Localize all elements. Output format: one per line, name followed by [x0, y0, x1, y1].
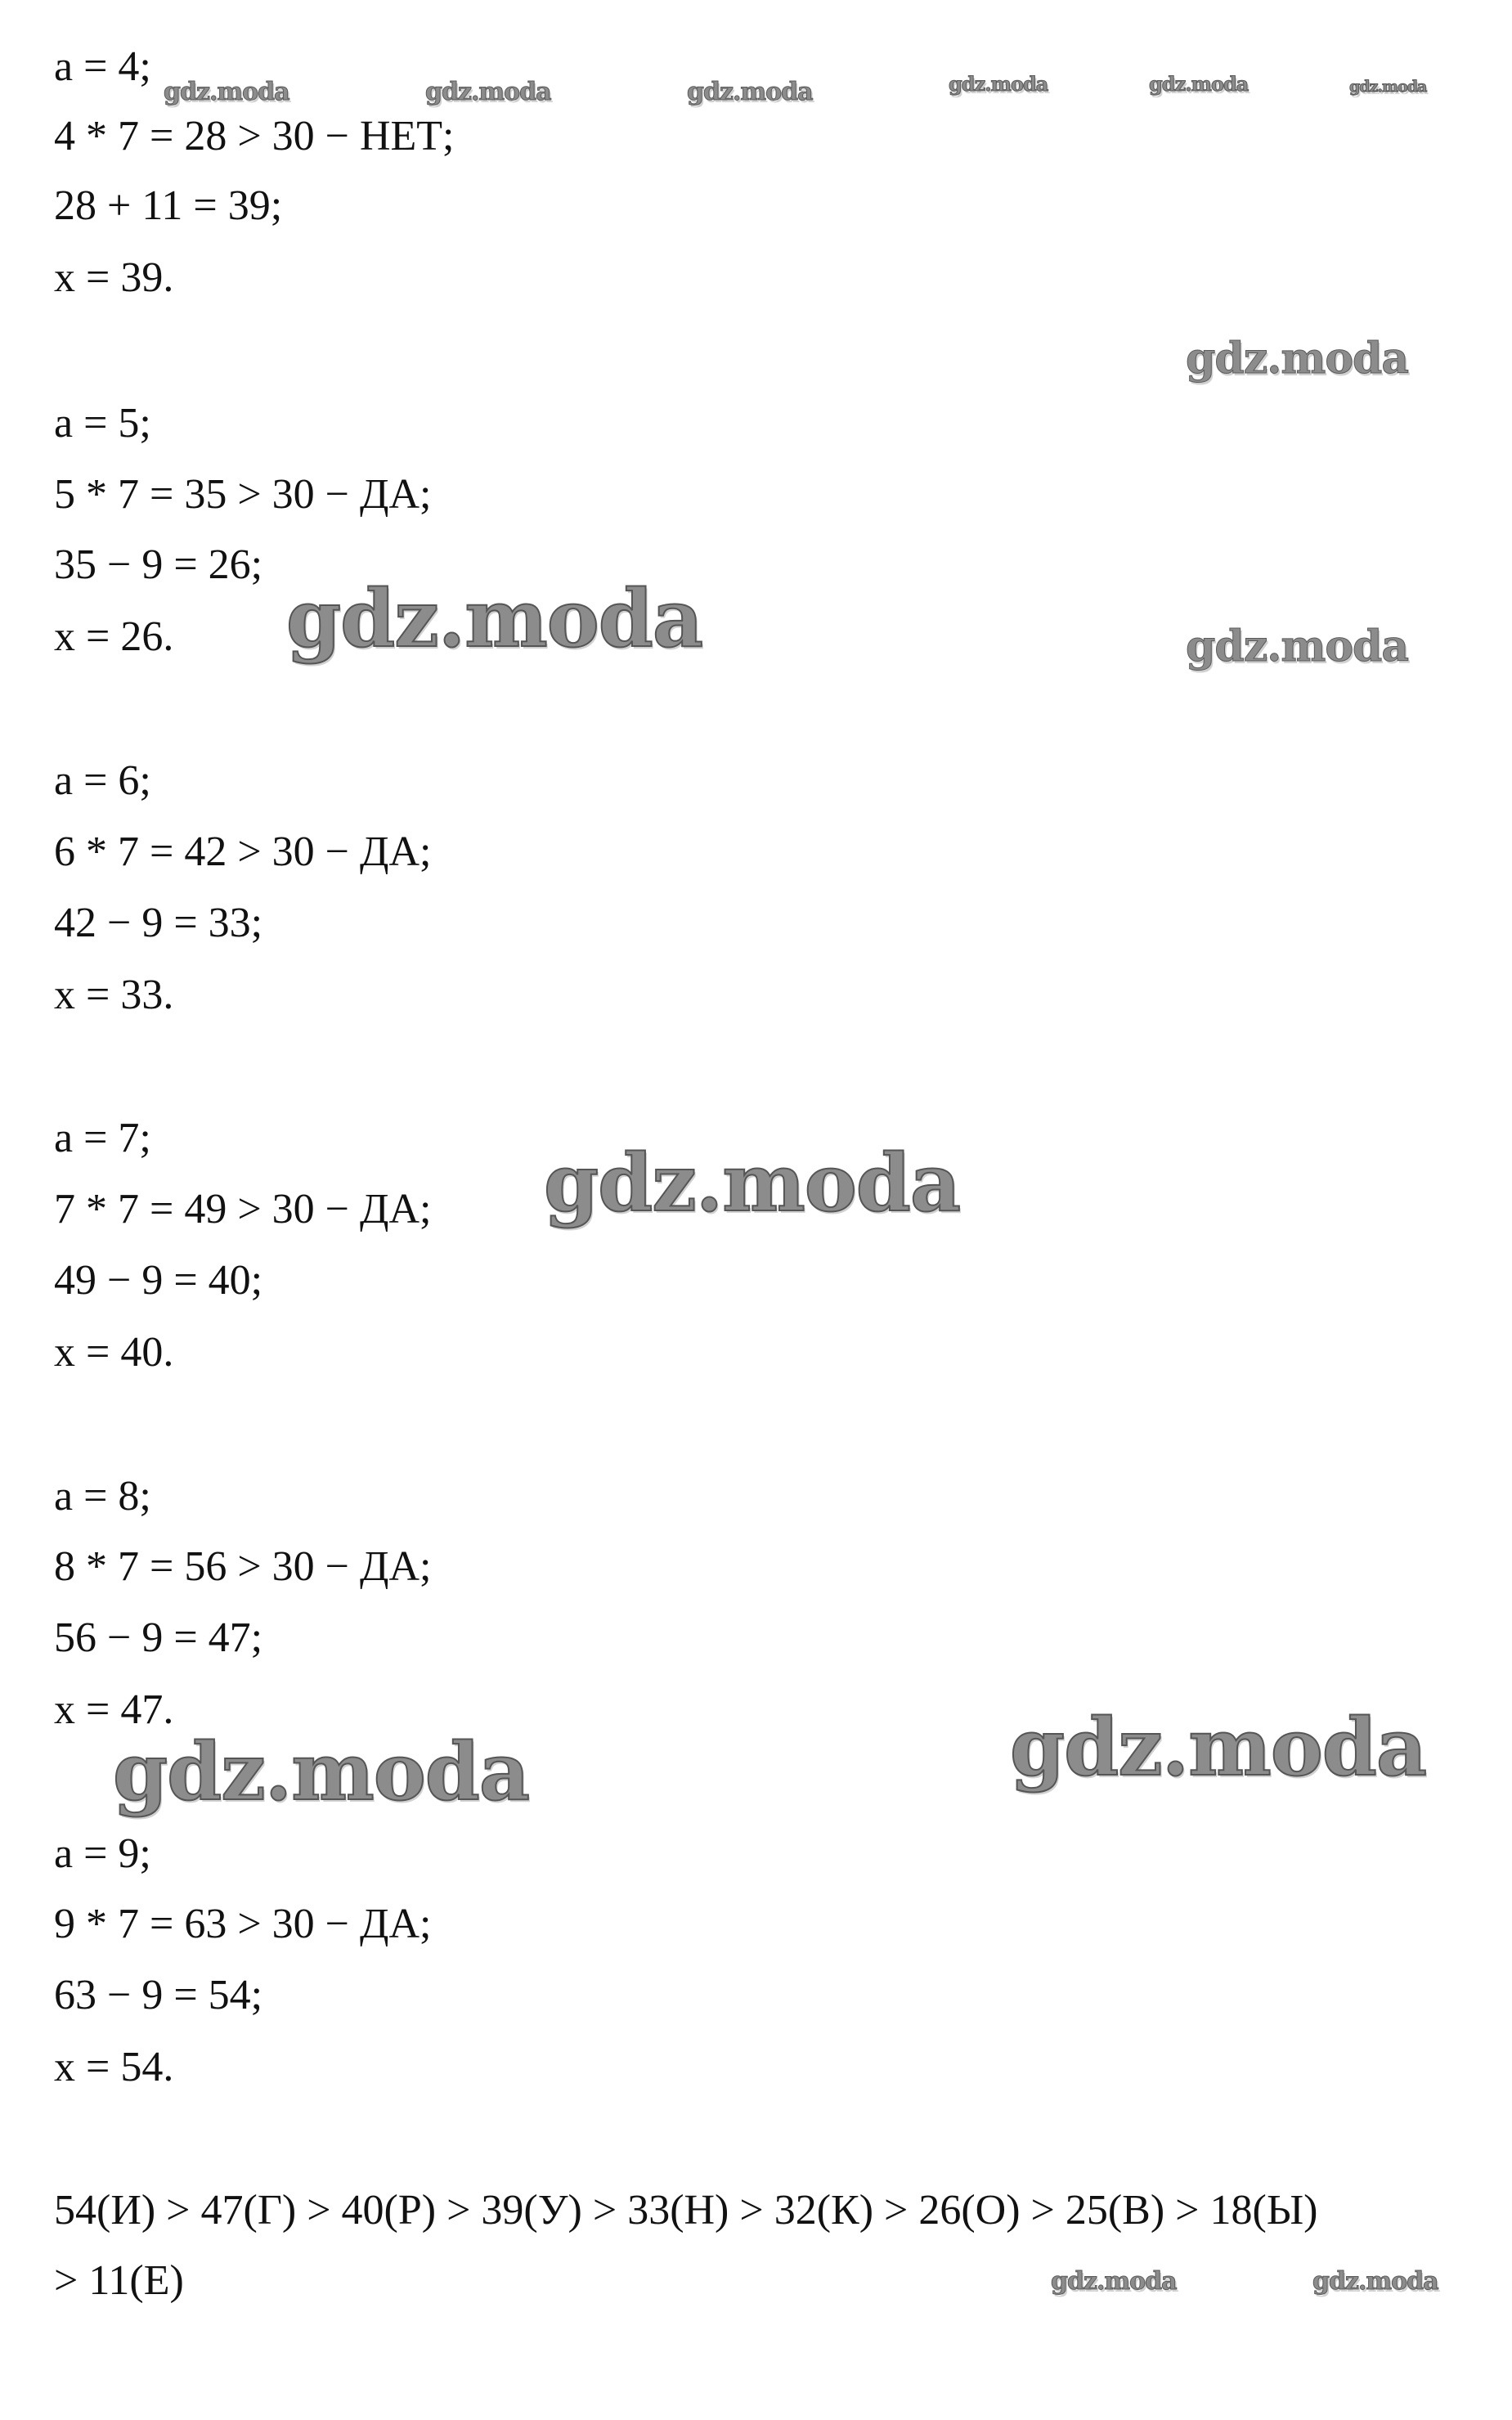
watermark: gdz.moda	[949, 72, 1048, 96]
watermark: gdz.moda	[687, 78, 813, 106]
watermark: gdz.moda	[286, 572, 703, 665]
text-line: a = 5;	[54, 400, 151, 447]
text-line: 8 * 7 = 56 > 30 − ДА;	[54, 1543, 432, 1590]
text-line: 63 − 9 = 54;	[54, 1972, 263, 2018]
watermark: gdz.moda	[1149, 72, 1249, 96]
text-line: 6 * 7 = 42 > 30 − ДА;	[54, 828, 432, 875]
text-line: 56 − 9 = 47;	[54, 1614, 263, 1661]
watermark: gdz.moda	[1186, 622, 1409, 671]
text-line: x = 26.	[54, 613, 174, 660]
text-line: x = 47.	[54, 1686, 174, 1733]
watermark: gdz.moda	[1186, 334, 1409, 384]
watermark: gdz.moda	[1312, 2267, 1438, 2296]
watermark: gdz.moda	[544, 1137, 961, 1229]
final-ordering-line-1: 54(И) > 47(Г) > 40(Р) > 39(У) > 33(Н) > 32(К) > 26(О) > 25(В) > 18(Ы)	[54, 2187, 1318, 2234]
final-ordering-line-2: > 11(Е)	[54, 2257, 184, 2304]
text-line: 5 * 7 = 35 > 30 − ДА;	[54, 471, 432, 518]
text-line: x = 33.	[54, 972, 174, 1018]
watermark: gdz.moda	[1051, 2267, 1177, 2296]
watermark: gdz.moda	[164, 78, 289, 106]
watermark: gdz.moda	[1349, 78, 1427, 96]
text-line: x = 40.	[54, 1329, 174, 1376]
text-line: 4 * 7 = 28 > 30 − НЕТ;	[54, 113, 455, 159]
text-line: x = 39.	[54, 254, 174, 301]
text-line: 9 * 7 = 63 > 30 − ДА;	[54, 1901, 432, 1947]
watermark: gdz.moda	[425, 78, 551, 106]
watermark: gdz.moda	[113, 1726, 530, 1818]
text-line: a = 4;	[54, 43, 151, 90]
text-line: 49 − 9 = 40;	[54, 1257, 263, 1304]
text-line: a = 6;	[54, 757, 151, 804]
text-line: a = 8;	[54, 1473, 151, 1520]
text-line: x = 54.	[54, 2044, 174, 2090]
text-line: 7 * 7 = 49 > 30 − ДА;	[54, 1186, 432, 1232]
text-line: 28 + 11 = 39;	[54, 182, 283, 229]
text-line: 42 − 9 = 33;	[54, 900, 263, 946]
text-line: 35 − 9 = 26;	[54, 541, 263, 588]
text-line: a = 7;	[54, 1115, 151, 1161]
watermark: gdz.moda	[1010, 1701, 1427, 1794]
text-line: a = 9;	[54, 1830, 151, 1877]
